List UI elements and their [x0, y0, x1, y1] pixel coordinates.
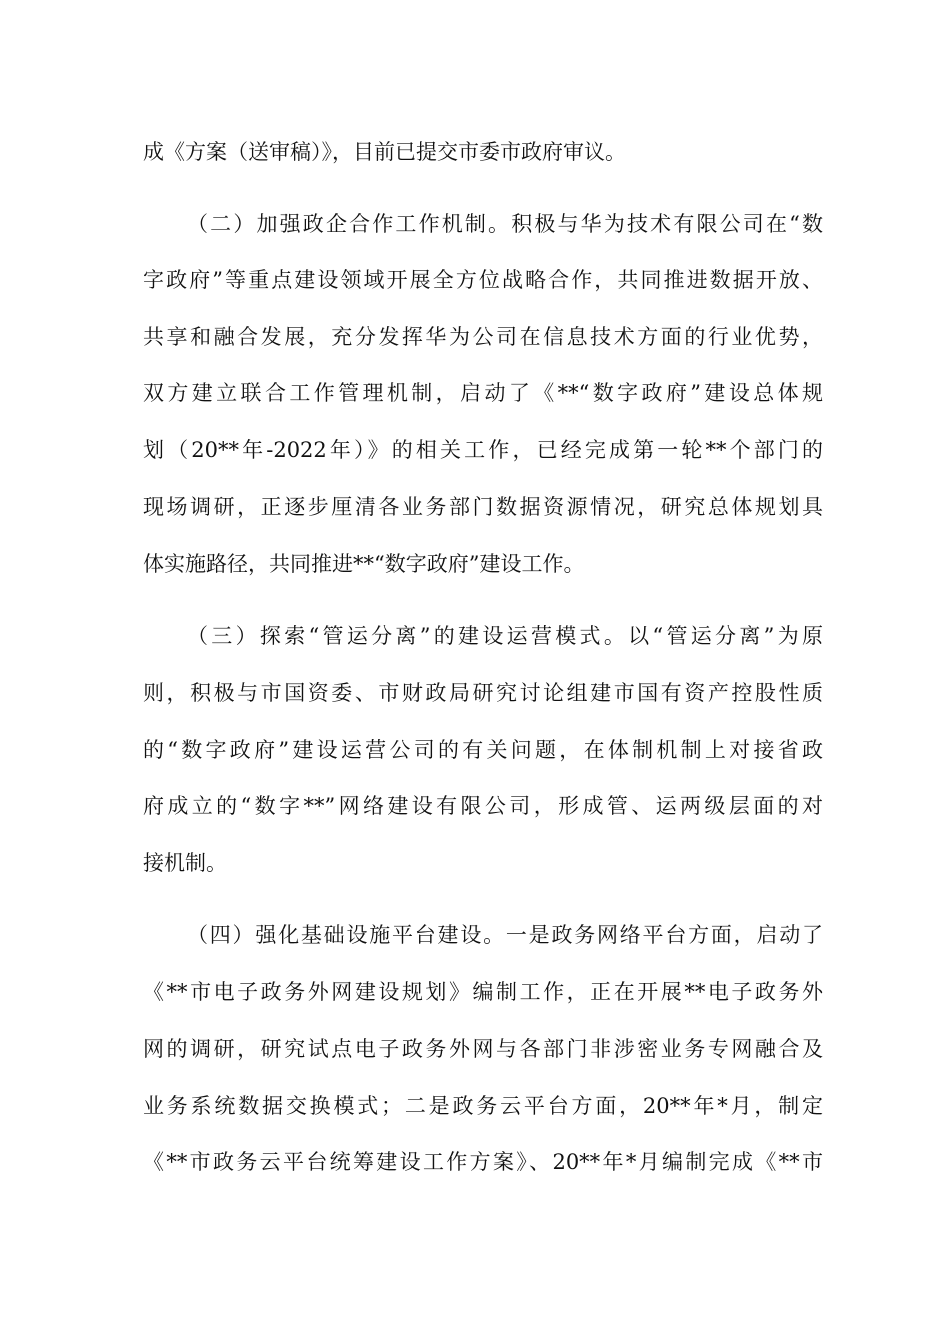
text-line-2: （二）加强政企合作工作机制。积极与华为技术有限公司在“数: [187, 212, 823, 236]
text-line-18: 《**市政务云平台统筹建设工作方案》、20**年*月编制完成《**市: [143, 1150, 823, 1174]
text-line-14: （四）强化基础设施平台建设。一是政务网络平台方面，启动了: [187, 923, 823, 947]
text-line-15: 《**市电子政务外网建设规划》编制工作，正在开展**电子政务外: [143, 980, 823, 1004]
text-line-8: 体实施路径，共同推进**“数字政府”建设工作。: [143, 552, 585, 576]
text-line-5: 双方建立联合工作管理机制，启动了《**“数字政府”建设总体规: [143, 381, 823, 405]
text-line-17: 业务系统数据交换模式；二是政务云平台方面，20**年*月，制定: [143, 1094, 823, 1118]
text-line-7: 现场调研，正逐步厘清各业务部门数据资源情况，研究总体规划具: [143, 495, 823, 519]
text-line-4: 共享和融合发展，充分发挥华为公司在信息技术方面的行业优势，: [143, 325, 823, 349]
text-line-6: 划（20**年-2022年）》的相关工作，已经完成第一轮**个部门的: [143, 438, 823, 462]
text-line-13: 接机制。: [143, 851, 227, 875]
text-line-1: 成《方案（送审稿）》，目前已提交市委市政府审议。: [143, 140, 626, 164]
text-line-12: 府成立的“数字**”网络建设有限公司，形成管、运两级层面的对: [143, 794, 823, 818]
text-line-10: 则，积极与市国资委、市财政局研究讨论组建市国有资产控股性质: [143, 681, 823, 705]
text-line-9: （三）探索“管运分离”的建设运营模式。以“管运分离”为原: [187, 624, 823, 648]
text-line-16: 网的调研，研究试点电子政务外网与各部门非涉密业务专网融合及: [143, 1037, 823, 1061]
text-line-11: 的“数字政府”建设运营公司的有关问题，在体制机制上对接省政: [143, 738, 823, 762]
text-line-3: 字政府”等重点建设领域开展全方位战略合作，共同推进数据开放、: [143, 268, 823, 292]
